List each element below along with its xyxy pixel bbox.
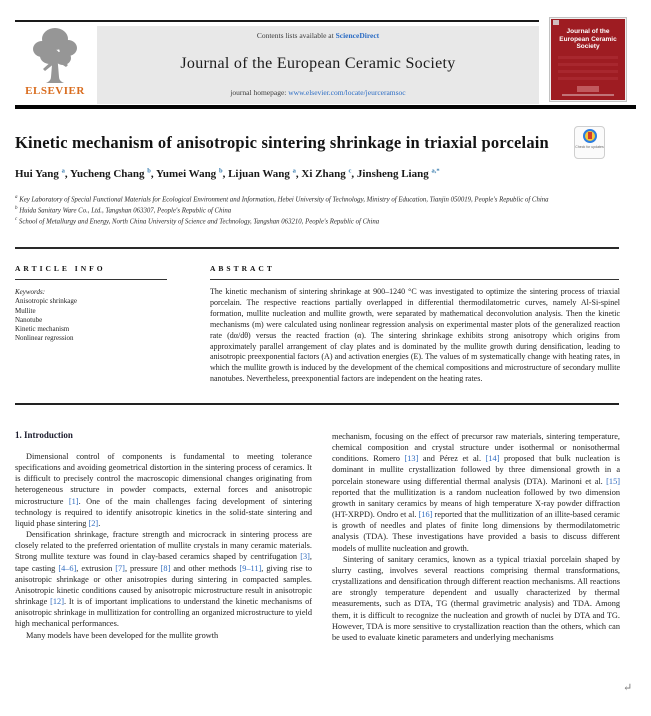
body-paragraph: mechanism, focusing on the effect of precursor raw materials, sintering temperature, chemical composition and crystal structure under isothermal or nonisothermal conditions. Romero [13] and Pérez et al. [14] proposed that bulk nucleation is dominant in mullite crystallization followed by three dimensional growth in a porcelain stoneware using differential thermal analysis (DTA). Marinoni et al. [15] reported that the mullitization is a random nucleation followed by two dimension growth in sanitary ceramics by means of high temperature X-ray powder diffraction (HT-XRPD). Ondro et al. [16] reported that the mullitization of an illite-based ceramic is growth of needles and plates of finite long dimensions by thermodilatometric analysis (TDA). These investigations have provided a basis to discuss different models of mullite nucleation and growth. bbox=[332, 432, 620, 553]
citation-link[interactable]: [1] bbox=[68, 496, 79, 506]
author-list bbox=[15, 167, 605, 180]
citation-link[interactable]: [15] bbox=[606, 476, 620, 486]
journal-title: Journal of the European Ceramic Society bbox=[180, 55, 456, 72]
keyword-item: Kinetic mechanism bbox=[15, 325, 70, 334]
keyword-item: Nonlinear regression bbox=[15, 334, 74, 343]
body-column-left bbox=[15, 451, 312, 641]
affiliation-marker: a bbox=[15, 195, 18, 200]
affiliation-marker: c bbox=[15, 216, 18, 222]
body-column-right bbox=[332, 431, 620, 643]
citation-link[interactable]: [2] bbox=[88, 518, 99, 528]
title-separator-rule bbox=[15, 247, 619, 249]
author: Xi Zhang $^c$, bbox=[301, 167, 357, 180]
keywords-block bbox=[15, 288, 165, 344]
citation-link[interactable]: [12] bbox=[50, 597, 64, 607]
citation-link[interactable]: [7] bbox=[115, 563, 125, 573]
sciencedirect-link[interactable]: ScienceDirect bbox=[335, 31, 380, 40]
keywords-label: Keywords: bbox=[15, 288, 46, 296]
return-symbol: ↵ bbox=[623, 682, 633, 694]
cover-title: Journal of the European Ceramic Society bbox=[559, 28, 617, 50]
keyword-item: Anisotropic shrinkage bbox=[15, 297, 78, 306]
affiliation: $^b$ Huida Sanitary Ware Co., Ltd., Tangshan 063307, People's Republic of China bbox=[15, 205, 232, 215]
contents-line bbox=[257, 31, 379, 40]
author-affiliation-sup: b bbox=[147, 167, 151, 174]
cover-corner-mark bbox=[553, 20, 559, 25]
keyword-item: Nanotube bbox=[15, 315, 43, 324]
citation-link[interactable]: [4–6] bbox=[58, 563, 77, 573]
citation-link[interactable]: [13] bbox=[404, 454, 419, 464]
author: Hui Yang $^a$, bbox=[15, 167, 71, 180]
section-heading-introduction: 1. Introduction bbox=[15, 430, 73, 440]
cover-foot-line bbox=[562, 94, 614, 96]
body-paragraph: Sintering of sanitary ceramics, known as a typical triaxial porcelain shaped by slurry casting, involves several reactions comprising thermal transformations, crystallizations and densification through different reaction mechanisms. All reactions are strongly temperature dependent and usually characterized by thermal measurements, such as DTA, TG (thermal gravimetric analysis) and TDA. Among them, it is difficult to recognize the nucleation and growth of nuclei by DTA and TG. However, TDA is more sensitive to crystallization reaction than the others, which can be used to evaluate kinetic parameters and underlying mechanisms bbox=[332, 554, 620, 642]
check-updates-icon bbox=[583, 129, 597, 143]
author-affiliation-sup: b bbox=[218, 167, 223, 174]
affiliation: $^c$ School of Metallurgy and Energy, North China University of Science and Technology, Tangshan 063210, People's Republic of China bbox=[15, 216, 380, 225]
abstract-bottom-rule bbox=[15, 403, 619, 405]
author-affiliation-sup: a bbox=[61, 167, 65, 174]
journal-header-box bbox=[97, 26, 539, 104]
abstract-text: The kinetic mechanism of sintering shrinkage at 900–1240 °C was investigated to optimize the sintering process of triaxial porcelain. The respective reactions partially overlapped in differential thermodilatometric curves, namely Al-Si-spinel formation, mullite nucleation and mullite growth, were separated by mathematical deconvolution analysis. Then the kinetic mechanisms (m) were calculated using nonlinear regression analysis on experimental master plots of the generalized reaction rate (dα/dθ) versus the reacted fraction (α). The sintering shrinkage exhibits strong anisotropy which origins from approximately parallel arrangement of clay plates and is dominated by the mullite growth during densification, leading to anisotropic preexponential factors (A) and activation energies (E). The values of m systematically change with heating rates, in which the mullite growth is induced by the development of the chemical compositions and microstructure of secondary mullite nanotubes. Nevertheless, preexponential factors are independent on the heating rates. bbox=[210, 287, 620, 384]
homepage-prefix: journal homepage: bbox=[230, 88, 289, 97]
author: Yumei Wang $^b$, bbox=[155, 167, 229, 180]
author-affiliation-sup: c bbox=[348, 167, 352, 174]
citation-link[interactable]: [14] bbox=[485, 454, 500, 464]
header-thick-rule bbox=[15, 105, 636, 109]
citation-link[interactable]: [8] bbox=[160, 563, 171, 573]
citation-link[interactable]: [9–11] bbox=[239, 563, 262, 573]
citation-link[interactable]: [3] bbox=[300, 552, 310, 562]
author-affiliation-sup: a bbox=[292, 167, 296, 174]
homepage-link[interactable]: www.elsevier.com/locate/jeurceramsoc bbox=[288, 88, 406, 97]
affiliation-marker: b bbox=[15, 205, 18, 211]
body-paragraph: Densification shrinkage, fracture strength and microcrack in sintering process are closely related to the preferred orientation of mullite crystals in many ceramic materials. Strong mullite texture was found in clay-based ceramics shaped by centrifugation [3], tape casting [4–6], extrusion [7], pressure [8] and other methods [9–11], giving rise to anisotropic shrinkage or other anisotropies during sintering in compacted samples. Anisotropic kinetic conditions caused by anisotropic microstructure result in anisotropic shrinkage [12]. It is of important implications to understand the kinetic mechanisms of anisotropic shrinkage in mullitization for controlling an organized microstructure to yield high mechanical performances. bbox=[15, 530, 312, 629]
journal-cover-thumbnail bbox=[549, 17, 627, 102]
article-title: Kinetic mechanism of anisotropic sintering shrinkage in triaxial porcelain bbox=[15, 133, 549, 152]
elsevier-tree-icon bbox=[28, 25, 82, 87]
cover-brand-mark bbox=[577, 86, 599, 92]
bookmark-icon bbox=[588, 132, 592, 139]
author: Jinsheng Liang $^{a,*}$ bbox=[356, 167, 440, 180]
check-updates-label: Check for updates bbox=[575, 145, 604, 149]
author-affiliation-sup: a,* bbox=[431, 167, 440, 174]
elsevier-logo bbox=[16, 25, 94, 104]
abstract-rule bbox=[210, 279, 619, 280]
body-paragraph: Many models have been developed for the mullite growth bbox=[26, 630, 219, 640]
keyword-item: Mullite bbox=[15, 306, 36, 315]
abstract-heading: ABSTRACT bbox=[210, 264, 275, 273]
author: Lijuan Wang $^a$, bbox=[228, 167, 302, 180]
cover-toc-rows bbox=[558, 56, 618, 84]
header-top-rule bbox=[15, 20, 539, 22]
citation-link[interactable]: [16] bbox=[418, 510, 433, 520]
affiliation-list bbox=[15, 194, 619, 227]
article-info-rule bbox=[15, 279, 167, 280]
check-for-updates-badge[interactable] bbox=[574, 126, 605, 159]
affiliation: $^a$ Key Laboratory of Special Functional Materials for Ecological Environment and Information, Hebei University of Technology, Ministry of Education, Tianjin 050019, People's Republic of China bbox=[15, 195, 549, 204]
elsevier-wordmark: ELSEVIER bbox=[25, 85, 85, 97]
homepage-line bbox=[230, 88, 405, 97]
contents-prefix: Contents lists available at bbox=[256, 31, 336, 40]
body-paragraph: Dimensional control of components is fundamental to meeting tolerance specifications and avoiding geometrical distortion in the sintering process of ceramics. It is difficult to precisely control the macroscopic dimensional changes originating from heterogeneous structure in powder compacts, external forces and anisotropic microstructure [1]. One of the main challenges facing development of sintering technology is required to identify anisotropic kinetics in the solid-state sintering and liquid phase sintering [2]. bbox=[15, 452, 312, 528]
article-info-heading: ARTICLE INFO bbox=[15, 264, 106, 273]
author: Yucheng Chang $^b$, bbox=[70, 167, 156, 180]
